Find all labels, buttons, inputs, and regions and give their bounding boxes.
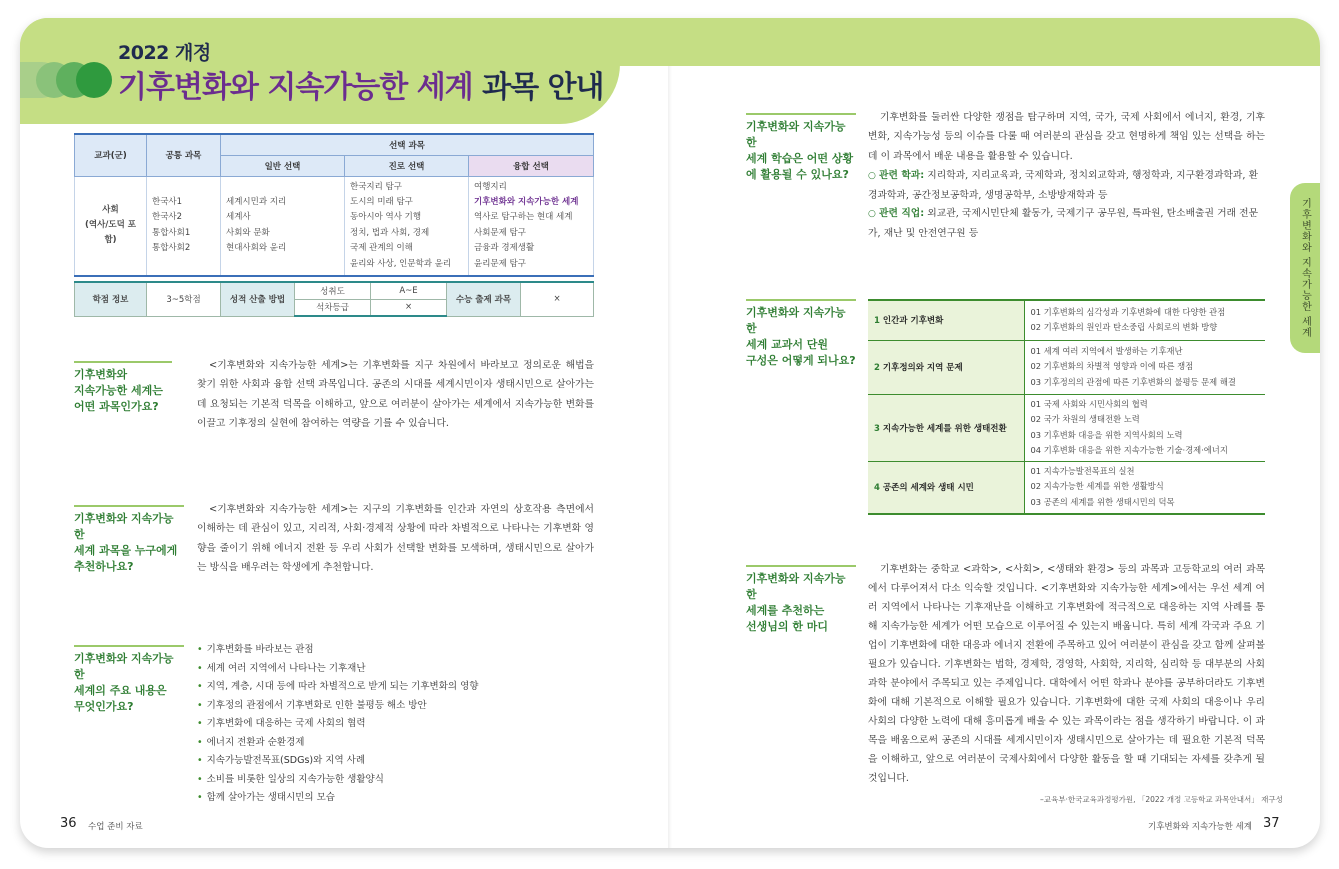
cell-fusion xyxy=(469,176,594,276)
heading-line: 기후변화와 지속가능한 xyxy=(74,652,174,681)
heading-line: 구성은 어떻게 되나요? xyxy=(746,354,856,367)
heading-line: 세계의 주요 내용은 xyxy=(74,684,167,697)
section-text-teacher: 기후변화는 중학교 <과학>, <사회>, <생태와 환경> 등의 과목과 고등학교의 여러 과목에서 다루어져서 다소 익숙할 것입니다. <기후변화와 지속가능한 세계>에서는 우선 세계 여러 지역에서 나타나는 기후재난을 이해하고 기후변화에 적극적으로 대응하는 지역 사례를 통해 지속가능한 세계가 어떤 모습으로 이루어질 수 있는지 배웁니다. 특히 세계 각국과 주요 기업이 기후변화에 대한 대응과 에너지 전환에 주목하고 있어 여러분이 관심을 갖고 함께 살펴볼 필요가 있습니다. 기후변화는 법학, 경제학, 경영학, 사회학, 지리학, 심리학 등 대부분의 사회과학 분야에서 주목되고 있는 주제입니다. 대학에서 어떤 학과나 분야를 공부하더라도 기후변화에 대해 기본적으로 이해할 필요가 있습니다. 기후변화에 대한 국제 사회의 대응이나 우리 사회의 다양한 노력에 대해 흥미롭게 배울 수 있는 과목이라는 점을 생각하기 바랍니다. 이 과목을 배움으로써 공존의 시대를 세계시민이자 생태시민으로 살아가는 데 필요한 기본적 덕목을 이해하고, 앞으로 여러분이 국제사회에서 다양한 활동을 할 때 기대되는 자세를 갖추게 될 것입니다. xyxy=(868,564,1265,784)
list-item: 윤리와 사상, 인문학과 윤리 xyxy=(350,258,452,269)
heading-line: 기후변화와 xyxy=(74,368,128,381)
title-suffix: 과목 안내 xyxy=(482,70,604,105)
side-index-tab[interactable]: 기후변화와 지속가능한 세계 xyxy=(1290,183,1320,353)
th-general: 일반 선택 xyxy=(221,155,345,176)
heading-line: 선생님의 한 마디 xyxy=(746,620,829,633)
section-heading-teacher xyxy=(746,565,856,635)
credit-value: 3~5학점 xyxy=(147,282,221,316)
list-item: 02 지속가능한 세계를 위한 생활방식 xyxy=(1030,481,1164,492)
table-row xyxy=(868,340,1265,394)
achievement-label: 성취도 xyxy=(295,282,371,299)
heading-line: 세계를 추천하는 xyxy=(746,604,825,617)
unit-number: 4 xyxy=(874,483,880,494)
table-row xyxy=(868,461,1265,513)
unit-name: 기후정의와 지역 문제 xyxy=(882,363,963,373)
related-jobs xyxy=(868,204,1265,244)
heading-line: 지속가능한 세계는 xyxy=(74,384,163,397)
footer-label-right: 기후변화와 지속가능한 세계 xyxy=(1148,822,1252,832)
section-text-who: <기후변화와 지속가능한 세계>는 지구의 기후변화를 인간과 자연의 상호작용 측면에서 이해하는 데 관심이 있고, 지리적, 사회·경제적 상황에 따라 차별적으로 나타나는 기후변화 영향을 줄이기 위해 에너지 전환 등 우리 사회가 선택할 변화를 모색하며, 생태시민으로 살아가는 방식을 배우려는 학생에게 추천합니다. xyxy=(197,504,594,574)
source-citation: –교육부·한국교육과정평가원, 「2022 개정 고등학교 과목안내서」 재구성 xyxy=(1040,795,1283,804)
page-number-left: 36 xyxy=(60,816,77,831)
credit-label: 학점 정보 xyxy=(75,282,147,316)
th-career: 진로 선택 xyxy=(345,155,469,176)
units-table xyxy=(868,299,1265,515)
list-item: 01 국제 사회와 시민사회의 협력 xyxy=(1030,398,1148,409)
list-item: 통합사회1 xyxy=(152,227,191,238)
th-common: 공통 과목 xyxy=(147,134,221,176)
list-item: 정치, 법과 사회, 경제 xyxy=(350,227,430,238)
highlighted-course: 기후변화와 지속가능한 세계 xyxy=(474,196,579,207)
major-label: 관련 학과: xyxy=(878,170,925,181)
unit-title xyxy=(868,300,1024,340)
section-heading-who xyxy=(74,505,184,575)
list-item: • 지역, 계층, 시대 등에 따라 차별적으로 받게 되는 기후변화의 영향 xyxy=(197,678,594,697)
related-majors xyxy=(868,166,1265,206)
list-item: 02 기후변화의 차별적 영향과 이에 따른 쟁점 xyxy=(1030,361,1194,372)
heading-line: 세계 교과서 단원 xyxy=(746,338,829,351)
page-title xyxy=(118,62,603,106)
list-item: 세계시민과 지리 xyxy=(226,196,287,207)
section-heading-what xyxy=(74,361,172,415)
list-item: 현대사회와 윤리 xyxy=(226,243,287,254)
title-course-name: 기후변화와 지속가능한 세계 xyxy=(118,70,473,105)
unit-title xyxy=(868,340,1024,394)
list-item: 동아시아 역사 기행 xyxy=(350,212,422,223)
list-item: 한국지리 탐구 xyxy=(350,181,402,192)
list-item: 03 공존의 세계를 위한 생태시민의 덕목 xyxy=(1030,497,1175,508)
unit-number: 3 xyxy=(874,423,880,434)
subject-name: 사회 xyxy=(102,204,119,215)
list-item: 역사로 탐구하는 현대 세계 xyxy=(474,212,573,223)
list-item: • 에너지 전환과 순환경제 xyxy=(197,734,594,753)
table-row xyxy=(868,394,1265,461)
grading-label: 성적 산출 방법 xyxy=(221,282,295,316)
achievement-value: A~E xyxy=(371,282,447,299)
unit-title xyxy=(868,461,1024,513)
rank-value: × xyxy=(371,299,447,316)
unit-topics xyxy=(1024,340,1265,394)
list-item: 한국사2 xyxy=(152,212,183,223)
list-item: 03 기후변화 대응을 위한 지역사회의 노력 xyxy=(1030,429,1183,440)
heading-line: 에 활용될 수 있나요? xyxy=(746,168,849,181)
list-item: 01 지속가능발전목표의 실천 xyxy=(1030,465,1135,476)
list-item: 한국사1 xyxy=(152,196,183,207)
section-text-what: <기후변화와 지속가능한 세계>는 기후변화를 지구 차원에서 바라보고 정의로운 해법을 찾기 위한 사회과 융합 선택 과목입니다. 공존의 시대를 세계시민이자 생태시민으로 살아가는 데 요청되는 기본적 덕목을 이해하고, 앞으로 여러분이 살아가는 세계에서 지속가능한 변화를 이끌고 기후정의 실현에 참여하는 역량을 기를 수 있습니다. xyxy=(197,360,594,430)
header-subtitle: 2022 개정 xyxy=(118,42,211,64)
ring-bullet-icon: ○ xyxy=(868,209,876,219)
th-subject-group: 교과(군) xyxy=(75,134,147,176)
unit-number: 2 xyxy=(874,363,880,373)
section-heading-units xyxy=(746,299,856,369)
list-item: • 지속가능발전목표(SDGs)와 지역 사례 xyxy=(197,752,594,771)
list-item: 사회와 문화 xyxy=(226,227,270,238)
page-number-right: 37 xyxy=(1263,816,1280,831)
heading-line: 기후변화와 지속가능한 xyxy=(746,572,846,601)
credit-info-table xyxy=(74,281,594,317)
major-text: 지리학과, 지리교육과, 국제학과, 정치외교학과, 행정학과, 지구환경과학과, 환경과학과, 공간정보공학과, 생명공학부, 소방방재학과 등 xyxy=(868,170,1259,202)
section-heading-usage xyxy=(746,113,856,183)
list-item: 도시의 미래 탐구 xyxy=(350,196,413,207)
footer-label-left: 수업 준비 자료 xyxy=(88,822,143,832)
list-item: 04 기후변화 대응을 위한 지속가능한 기술·경제·에너지 xyxy=(1030,445,1228,456)
cell-general xyxy=(221,176,345,276)
table-row xyxy=(868,300,1265,340)
exam-label: 수능 출제 과목 xyxy=(447,282,521,316)
heading-line: 기후변화와 지속가능한 xyxy=(746,120,846,149)
subject-sub: (역사/도덕 포함) xyxy=(84,220,136,246)
list-item: 세계사 xyxy=(226,212,251,223)
book-spread xyxy=(20,18,1320,848)
heading-line: 기후변화와 지속가능한 xyxy=(74,512,174,541)
heading-line: 추천하나요? xyxy=(74,560,134,573)
section-text-usage: 기후변화를 둘러싼 다양한 쟁점을 탐구하며 지역, 국가, 국제 사회에서 에너지, 환경, 기후변화, 지속가능성 등의 이슈를 다룰 때 여러분의 관심을 갖고 현명하게 책임 있는 선택을 하는 데 이 과목에서 배운 내용을 활용할 수 있습니다. xyxy=(868,112,1265,162)
list-item: 01 기후변화의 심각성과 기후변화에 대한 다양한 관점 xyxy=(1030,306,1226,317)
unit-title xyxy=(868,394,1024,461)
rank-label: 석차등급 xyxy=(295,299,371,316)
unit-topics xyxy=(1024,300,1265,340)
unit-name: 공존의 세계와 생태 시민 xyxy=(882,483,974,494)
list-item: 국제 관계의 이해 xyxy=(350,243,413,254)
list-item: 윤리문제 탐구 xyxy=(474,258,526,269)
list-item: 사회문제 탐구 xyxy=(474,227,526,238)
unit-topics xyxy=(1024,461,1265,513)
list-item: • 기후변화에 대응하는 국제 사회의 협력 xyxy=(197,715,594,734)
section-heading-contents xyxy=(74,645,184,715)
list-item: • 세계 여러 지역에서 나타나는 기후재난 xyxy=(197,660,594,679)
unit-topics xyxy=(1024,394,1265,461)
heading-line: 무엇인가요? xyxy=(74,700,134,713)
ring-bullet-icon: ○ xyxy=(868,171,876,181)
th-elective: 선택 과목 xyxy=(221,134,594,155)
list-item: • 기후변화를 바라보는 관점 xyxy=(197,641,594,660)
heading-line: 어떤 과목인가요? xyxy=(74,400,159,413)
course-table xyxy=(74,133,594,277)
page-spine xyxy=(668,66,672,848)
job-label: 관련 직업: xyxy=(878,208,925,219)
cell-career xyxy=(345,176,469,276)
job-text: 외교관, 국제시민단체 활동가, 국제기구 공무원, 특파원, 탄소배출권 거래 전문가, 재난 및 안전연구원 등 xyxy=(868,208,1259,240)
list-item: • 함께 살아가는 생태시민의 모습 xyxy=(197,789,594,808)
list-item: • 기후정의 관점에서 기후변화로 인한 불평등 해소 방안 xyxy=(197,697,594,716)
list-item: 여행지리 xyxy=(474,181,507,192)
list-item: 02 국가 차원의 생태전환 노력 xyxy=(1030,414,1140,425)
cell-common xyxy=(147,176,221,276)
list-item: • 소비를 비롯한 일상의 지속가능한 생활양식 xyxy=(197,771,594,790)
list-item: 02 기후변화의 원인과 탄소중립 사회로의 변화 방향 xyxy=(1030,322,1218,333)
th-fusion: 융합 선택 xyxy=(469,155,594,176)
cell-subject xyxy=(75,176,147,276)
heading-line: 세계 과목을 누구에게 xyxy=(74,544,178,557)
unit-name: 인간과 기후변화 xyxy=(882,316,944,327)
list-item: 03 기후정의의 관점에 따른 기후변화의 불평등 문제 해결 xyxy=(1030,376,1236,387)
list-item: 금융과 경제생활 xyxy=(474,243,535,254)
list-item: 01 세계 여러 지역에서 발생하는 기후재난 xyxy=(1030,345,1183,356)
heading-line: 기후변화와 지속가능한 xyxy=(746,306,846,335)
exam-value: × xyxy=(521,282,594,316)
circle-decoration xyxy=(76,62,112,98)
contents-bullet-list xyxy=(197,641,594,808)
list-item: 통합사회2 xyxy=(152,243,191,254)
unit-number: 1 xyxy=(874,316,880,327)
heading-line: 세계 학습은 어떤 상황 xyxy=(746,152,854,165)
unit-name: 지속가능한 세계를 위한 생태전환 xyxy=(882,423,1007,434)
